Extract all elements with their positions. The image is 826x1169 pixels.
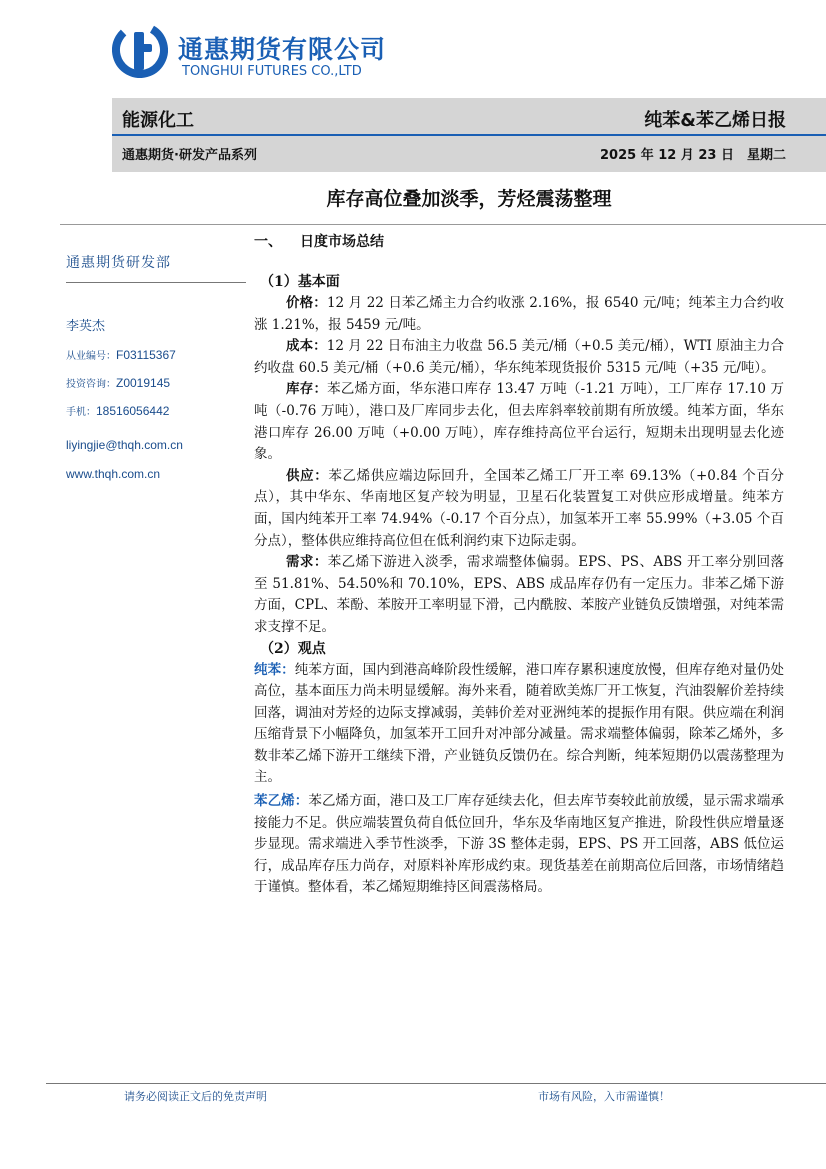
styrene-view-paragraph [254, 791, 784, 899]
inventory-paragraph [254, 379, 784, 465]
advisory-label: 投资咨询： [66, 379, 116, 390]
cost-lead: 成本： [286, 338, 327, 355]
benzene-lead: 纯苯： [254, 661, 295, 678]
demand-paragraph [254, 552, 784, 638]
report-headline: 库存高位叠加淡季，芳烃震荡整理 [326, 188, 612, 210]
research-dept: 通惠期货研发部 [66, 252, 246, 283]
company-name-en: TONGHUI FUTURES CO.,LTD [182, 64, 362, 79]
section-number: 一、 [254, 234, 282, 250]
advisory-number [66, 375, 246, 390]
report-banner [112, 98, 826, 172]
sector-title: 能源化工 [122, 110, 194, 131]
footer-divider [46, 1083, 826, 1084]
supply-lead: 供应： [286, 467, 329, 484]
section-heading [254, 232, 784, 254]
styrene-text: 苯乙烯方面，港口及工厂库存延续去化，但去库节奏较此前放缓，显示需求端承接能力不足。供应端装置负荷自低位回升，华东及华南地区复产推进，阶段性供应增量逐步显现。需求端进入季节性淡季，下游 3S 整体走弱，EPS、PS 开工回落，ABS 低位运行，成品库存压力尚存，对原料补库形成约束。现货基差在前期高位后回落，市场情绪趋于谨慎。整体看，苯乙烯短期维持区间震荡格局。 [254, 793, 785, 896]
supply-text: 苯乙烯供应端边际回升，全国苯乙烯工厂开工率 69.13%（+0.84 个百分点），其中华东、华南地区复产较为明显，卫星石化装置复工对供应形成增量。纯苯方面，国内纯苯开工率 74.94%（-0.17 个百分点），加氢苯开工率 55.99%（+3.05 个百分点），整体供应维持高位但在低利润约束下边际走弱。 [254, 467, 784, 549]
report-name: 纯苯&苯乙烯日报 [644, 110, 786, 131]
supply-paragraph [254, 466, 784, 552]
footer-disclaimer: 请务必阅读正文后的免责声明 [124, 1090, 267, 1103]
styrene-lead: 苯乙烯： [254, 793, 309, 810]
cert-number [66, 347, 246, 362]
tonghui-logo-icon [112, 22, 168, 78]
advisory-value: Z0019145 [116, 376, 171, 390]
company-logo [112, 22, 412, 82]
section-title: 日度市场总结 [300, 234, 384, 250]
footer-risk-warning: 市场有风险，入市需谨慎！ [538, 1090, 670, 1103]
headline-divider [60, 224, 826, 225]
benzene-view-paragraph [254, 660, 784, 790]
analyst-name: 李英杰 [66, 319, 106, 334]
demand-lead: 需求： [286, 554, 328, 571]
analyst-sidebar [66, 252, 246, 481]
company-name-cn: 通惠期货有限公司 [178, 35, 387, 64]
phone-value: 18516056442 [96, 404, 170, 418]
cert-label: 从业编号： [66, 351, 116, 362]
price-lead: 价格： [286, 295, 327, 311]
phone-number [66, 403, 246, 418]
main-content [254, 232, 784, 901]
price-text: 12 月 22 日苯乙烯主力合约收涨 2.16%，报 6540 元/吨；纯苯主力合约收涨 1.21%，报 5459 元/吨。 [254, 295, 784, 333]
report-date: 2025 年 12 月 23 日 星期二 [600, 148, 786, 163]
inventory-lead: 库存： [286, 381, 328, 398]
benzene-text: 纯苯方面，国内到港高峰阶段性缓解，港口库存累积速度放慢，但库存绝对量仍处高位，基本面压力尚未明显缓解。海外来看，随着欧美炼厂开工恢复，汽油裂解价差持续回落，调油对芳烃的边际支撑减弱，美韩价差对亚洲纯苯的提振作用有限。供应端在利润压缩背景下小幅降负，加氢苯开工回升对冲部分减量。需求端整体偏弱，除苯乙烯外，多数非苯乙烯下游开工继续下滑，产业链负反馈仍在。综合判断，纯苯短期仍以震荡整理为主。 [254, 661, 785, 786]
company-website[interactable]: www.thqh.com.cn [66, 467, 161, 481]
basics-heading: （1）基本面 [260, 274, 340, 290]
price-paragraph [254, 293, 784, 336]
views-heading: （2）观点 [260, 640, 326, 657]
banner-divider [112, 134, 826, 136]
cost-text: 12 月 22 日布油主力收盘 56.5 美元/桶（+0.5 美元/桶），WTI 原油主力合约收盘 60.5 美元/桶（+0.6 美元/桶），华东纯苯现货报价 5315 元/吨（+35 元/吨）。 [254, 338, 785, 376]
product-series: 通惠期货·研发产品系列 [122, 148, 257, 163]
demand-text: 苯乙烯下游进入淡季，需求端整体偏弱。EPS、PS、ABS 开工率分别回落至 51.81%、54.50%和 70.10%，EPS、ABS 成品库存仍有一定压力。非苯乙烯下游方面，CPL、苯酚、苯胺开工率明显下滑，己内酰胺、苯胺产业链负反馈增强，对纯苯需求支撑不足。 [254, 554, 784, 635]
analyst-email[interactable]: liyingjie@thqh.com.cn [66, 438, 183, 452]
cost-paragraph [254, 336, 784, 379]
cert-value: F03115367 [116, 348, 176, 362]
phone-label: 手机： [66, 407, 96, 418]
inventory-text: 苯乙烯方面，华东港口库存 13.47 万吨（-1.21 万吨），工厂库存 17.10 万吨（-0.76 万吨），港口及厂库同步去化，但去库斜率较前期有所放缓。纯苯方面，华东港口库存 26.00 万吨（+0.00 万吨），库存维持高位平台运行，短期未出现明显去化迹象。 [254, 381, 785, 463]
